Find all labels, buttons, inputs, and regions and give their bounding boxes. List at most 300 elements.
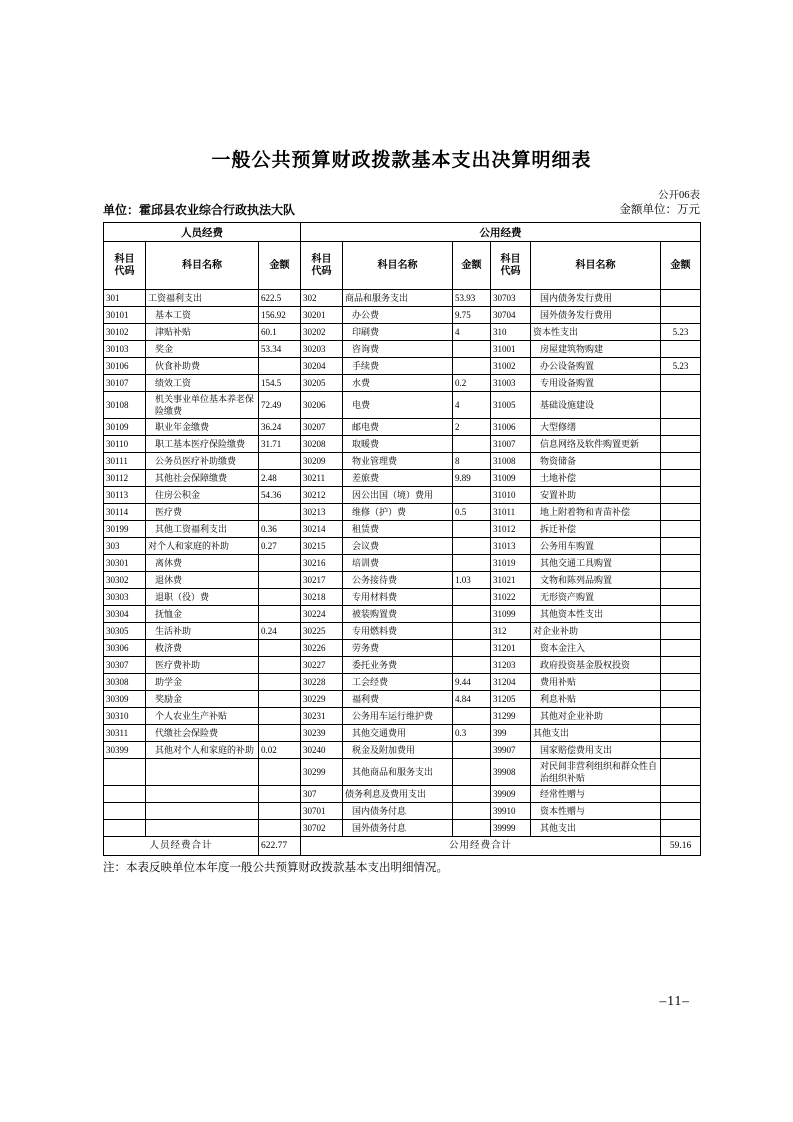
amount-cell: 4 [453,392,491,419]
subject-code-cell: 31019 [491,555,531,572]
column-header-code: 科目代码 [104,242,146,290]
subject-code-cell: 30208 [301,436,343,453]
amount-cell [453,606,491,623]
subject-code-cell: 30303 [104,589,146,606]
subject-name-cell: 邮电费 [343,419,453,436]
subject-code-cell: 30211 [301,470,343,487]
subject-name-cell: 资本金注入 [531,640,661,657]
subject-code-cell: 30216 [301,555,343,572]
amount-unit-label: 金额单位：万元 [619,204,700,216]
table-row [104,657,701,674]
public-total-label: 公用经费合计 [301,837,661,856]
subject-code-cell: 31006 [491,419,531,436]
subject-code-cell: 30201 [301,307,343,324]
table-row [104,589,701,606]
subject-code-cell: 31203 [491,657,531,674]
amount-cell [453,487,491,504]
subject-name-cell: 委托业务费 [343,657,453,674]
subject-name-cell: 国内债务发行费用 [531,290,661,307]
subject-name-cell: 培训费 [343,555,453,572]
personnel-total-label: 人员经费合计 [104,837,259,856]
amount-cell [259,803,301,820]
subject-name-cell: 其他对个人和家庭的补助 [146,742,259,759]
subject-code-cell: 30112 [104,470,146,487]
subject-name-cell: 安置补助 [531,487,661,504]
subject-name-cell: 商品和服务支出 [343,290,453,307]
subject-name-cell: 其他交通费用 [343,725,453,742]
amount-cell [661,606,701,623]
subject-code-cell: 30213 [301,504,343,521]
subject-code-cell: 30229 [301,691,343,708]
subject-name-cell: 助学金 [146,674,259,691]
subject-code-cell: 30228 [301,674,343,691]
amount-cell: 5.23 [661,324,701,341]
subject-name-cell: 地上附着物和青苗补偿 [531,504,661,521]
table-row [104,803,701,820]
subject-name-cell [146,786,259,803]
subject-name-cell: 退休费 [146,572,259,589]
amount-cell [661,290,701,307]
subject-name-cell: 资本性支出 [531,324,661,341]
amount-cell [453,358,491,375]
subject-name-cell: 其他工资福利支出 [146,521,259,538]
subject-code-cell: 31021 [491,572,531,589]
subject-code-cell: 302 [301,290,343,307]
subject-code-cell: 30207 [301,419,343,436]
amount-cell: 2.48 [259,470,301,487]
subject-code-cell: 31012 [491,521,531,538]
subject-code-cell: 30217 [301,572,343,589]
amount-cell: 36.24 [259,419,301,436]
subject-name-cell: 差旅费 [343,470,453,487]
subject-name-cell: 劳务费 [343,640,453,657]
amount-cell: 9.44 [453,674,491,691]
amount-cell: 54.36 [259,487,301,504]
amount-cell [661,538,701,555]
personnel-total-amount: 622.77 [259,837,301,856]
amount-cell [259,725,301,742]
amount-cell: 53.93 [453,290,491,307]
table-row [104,375,701,392]
subject-name-cell: 救济费 [146,640,259,657]
amount-cell [661,674,701,691]
subject-name-cell: 公务员医疗补助缴费 [146,453,259,470]
amount-cell: 9.75 [453,307,491,324]
amount-cell: 156.92 [259,307,301,324]
subject-code-cell: 30203 [301,341,343,358]
amount-cell: 0.36 [259,521,301,538]
subject-name-cell: 职工基本医疗保险缴费 [146,436,259,453]
amount-cell: 4.84 [453,691,491,708]
subject-name-cell: 对个人和家庭的补助 [146,538,259,555]
subject-code-cell: 30704 [491,307,531,324]
amount-cell [453,341,491,358]
amount-cell: 31.71 [259,436,301,453]
subject-name-cell: 奖金 [146,341,259,358]
subject-name-cell: 医疗费 [146,504,259,521]
amount-cell: 72.49 [259,392,301,419]
subject-code-cell [104,820,146,837]
subject-code-cell: 30231 [301,708,343,725]
subject-name-cell: 费用补贴 [531,674,661,691]
subject-name-cell: 公务用车购置 [531,538,661,555]
table-row [104,290,701,307]
subject-code-cell: 31005 [491,392,531,419]
amount-cell [661,487,701,504]
subject-code-cell: 303 [104,538,146,555]
subject-code-cell: 30199 [104,521,146,538]
column-header-name: 科目名称 [343,242,453,290]
subject-code-cell: 30209 [301,453,343,470]
subject-name-cell: 津贴补贴 [146,324,259,341]
subject-code-cell: 30310 [104,708,146,725]
subject-name-cell: 住房公积金 [146,487,259,504]
table-row [104,358,701,375]
amount-cell: 0.27 [259,538,301,555]
subject-code-cell: 30103 [104,341,146,358]
amount-cell [259,640,301,657]
totals-row [104,837,701,856]
table-row [104,419,701,436]
subject-code-cell: 30301 [104,555,146,572]
amount-cell [453,742,491,759]
subject-name-cell: 个人农业生产补贴 [146,708,259,725]
subject-code-cell: 30309 [104,691,146,708]
amount-cell: 622.5 [259,290,301,307]
subject-code-cell [104,803,146,820]
amount-cell [661,803,701,820]
subject-code-cell: 31022 [491,589,531,606]
subject-code-cell: 30306 [104,640,146,657]
amount-cell: 0.2 [453,375,491,392]
subject-code-cell: 30107 [104,375,146,392]
subject-code-cell: 31204 [491,674,531,691]
subject-name-cell: 工资福利支出 [146,290,259,307]
subject-name-cell: 医疗费补助 [146,657,259,674]
subject-code-cell: 30218 [301,589,343,606]
amount-cell [661,419,701,436]
subject-name-cell: 专用燃料费 [343,623,453,640]
amount-cell [661,691,701,708]
subject-name-cell: 其他对企业补助 [531,708,661,725]
amount-cell [661,453,701,470]
table-row [104,725,701,742]
amount-cell: 0.5 [453,504,491,521]
subject-code-cell: 31011 [491,504,531,521]
subject-code-cell: 30227 [301,657,343,674]
table-row [104,759,701,786]
amount-cell [259,453,301,470]
subject-name-cell: 国外债务付息 [343,820,453,837]
subject-code-cell: 30399 [104,742,146,759]
table-row [104,623,701,640]
subject-name-cell: 生活补助 [146,623,259,640]
subject-code-cell: 30225 [301,623,343,640]
amount-cell [661,623,701,640]
table-row [104,453,701,470]
subject-code-cell: 310 [491,324,531,341]
subject-code-cell: 30299 [301,759,343,786]
subject-name-cell: 办公费 [343,307,453,324]
subject-code-cell: 31007 [491,436,531,453]
subject-code-cell: 31299 [491,708,531,725]
amount-cell [453,786,491,803]
subject-code-cell: 399 [491,725,531,742]
amount-cell [259,606,301,623]
table-row [104,324,701,341]
subject-name-cell: 信息网络及软件购置更新 [531,436,661,453]
subject-code-cell: 30305 [104,623,146,640]
subject-name-cell: 土地补偿 [531,470,661,487]
amount-cell [661,572,701,589]
subject-code-cell: 30204 [301,358,343,375]
column-header-code: 科目代码 [301,242,343,290]
subject-code-cell: 30109 [104,419,146,436]
subject-name-cell: 国外债务发行费用 [531,307,661,324]
subject-name-cell: 电费 [343,392,453,419]
subject-name-cell: 资本性赠与 [531,803,661,820]
group-header-row [104,223,701,242]
table-row [104,606,701,623]
amount-cell: 0.3 [453,725,491,742]
subject-name-cell: 国内债务付息 [343,803,453,820]
amount-cell [661,657,701,674]
subject-code-cell: 31201 [491,640,531,657]
subject-name-cell: 印刷费 [343,324,453,341]
subject-name-cell: 利息补贴 [531,691,661,708]
amount-cell [661,742,701,759]
amount-cell [661,521,701,538]
subject-name-cell: 专用设备购置 [531,375,661,392]
subject-name-cell: 基础设施建设 [531,392,661,419]
subject-code-cell: 30206 [301,392,343,419]
amount-cell [259,657,301,674]
subject-name-cell: 物资储备 [531,453,661,470]
table-row [104,691,701,708]
amount-cell [259,358,301,375]
unit-label: 单位：霍邱县农业综合行政执法大队 [103,203,296,217]
amount-cell [453,657,491,674]
amount-cell [661,820,701,837]
table-row [104,307,701,324]
amount-cell [259,786,301,803]
amount-cell [453,589,491,606]
subject-name-cell: 被装购置费 [343,606,453,623]
group-header-personnel: 人员经费 [104,223,301,242]
subject-name-cell: 职业年金缴费 [146,419,259,436]
subject-name-cell: 文物和陈列品购置 [531,572,661,589]
subject-name-cell: 代缴社会保险费 [146,725,259,742]
subject-code-cell: 30304 [104,606,146,623]
subject-name-cell: 租赁费 [343,521,453,538]
subject-code-cell: 30311 [104,725,146,742]
subject-code-cell: 30224 [301,606,343,623]
subject-code-cell: 30701 [301,803,343,820]
subject-code-cell: 31013 [491,538,531,555]
subject-code-cell: 31001 [491,341,531,358]
column-header-name: 科目名称 [146,242,259,290]
amount-cell [661,759,701,786]
subject-code-cell: 30110 [104,436,146,453]
subject-name-cell: 房屋建筑物购建 [531,341,661,358]
page-title: 一般公共预算财政拨款基本支出决算明细表 [211,150,592,171]
subject-name-cell: 其他资本性支出 [531,606,661,623]
amount-cell [259,572,301,589]
subject-name-cell: 其他支出 [531,725,661,742]
group-header-public: 公用经费 [301,223,701,242]
subject-code-cell: 31009 [491,470,531,487]
subject-code-cell: 30703 [491,290,531,307]
amount-cell [661,375,701,392]
amount-cell [259,674,301,691]
subject-code-cell: 39909 [491,786,531,803]
amount-cell [661,708,701,725]
subject-name-cell: 其他交通工具购置 [531,555,661,572]
budget-detail-table [103,222,701,856]
amount-cell: 53.34 [259,341,301,358]
subject-name-cell: 国家赔偿费用支出 [531,742,661,759]
subject-code-cell: 31205 [491,691,531,708]
subject-name-cell: 退职（役）费 [146,589,259,606]
amount-cell [259,504,301,521]
subject-name-cell: 债务利息及费用支出 [343,786,453,803]
amount-cell [453,623,491,640]
table-row [104,392,701,419]
subject-code-cell: 31099 [491,606,531,623]
subject-code-cell: 30106 [104,358,146,375]
column-header-amount: 金额 [661,242,701,290]
amount-cell [661,786,701,803]
subject-name-cell: 政府投资基金股权投资 [531,657,661,674]
subject-code-cell: 301 [104,290,146,307]
subject-code-cell: 30308 [104,674,146,691]
amount-cell [453,538,491,555]
form-code-label: 公开06表 [658,190,700,201]
subject-code-cell: 39910 [491,803,531,820]
subject-code-cell: 307 [301,786,343,803]
table-row [104,674,701,691]
amount-cell [259,555,301,572]
amount-cell: 1.03 [453,572,491,589]
amount-cell [259,708,301,725]
table-row [104,436,701,453]
amount-cell: 0.02 [259,742,301,759]
subject-code-cell: 31010 [491,487,531,504]
amount-cell [661,504,701,521]
amount-cell [661,640,701,657]
amount-cell: 4 [453,324,491,341]
amount-cell [661,555,701,572]
subject-code-cell: 30101 [104,307,146,324]
table-row [104,708,701,725]
subject-name-cell: 无形资产购置 [531,589,661,606]
table-row [104,487,701,504]
amount-cell [453,640,491,657]
subject-name-cell: 对企业补助 [531,623,661,640]
amount-cell [259,589,301,606]
amount-cell [453,820,491,837]
subject-code-cell: 31002 [491,358,531,375]
amount-cell: 5.23 [661,358,701,375]
subject-name-cell: 取暖费 [343,436,453,453]
table-row [104,521,701,538]
column-header-code: 科目代码 [491,242,531,290]
subject-code-cell: 30307 [104,657,146,674]
table-row [104,555,701,572]
subject-name-cell: 物业管理费 [343,453,453,470]
subject-name-cell: 工会经费 [343,674,453,691]
amount-cell [661,589,701,606]
subject-code-cell: 30202 [301,324,343,341]
amount-cell [661,470,701,487]
subject-code-cell: 30108 [104,392,146,419]
amount-cell [453,708,491,725]
amount-cell [259,759,301,786]
subject-name-cell: 大型修缮 [531,419,661,436]
subject-name-cell: 会议费 [343,538,453,555]
subject-code-cell: 30239 [301,725,343,742]
amount-cell [453,436,491,453]
subject-name-cell: 伙食补助费 [146,358,259,375]
amount-cell: 2 [453,419,491,436]
subject-name-cell: 其他商品和服务支出 [343,759,453,786]
subject-code-cell: 31003 [491,375,531,392]
subject-code-cell: 39907 [491,742,531,759]
subject-name-cell: 福利费 [343,691,453,708]
subject-code-cell: 312 [491,623,531,640]
column-header-amount: 金额 [259,242,301,290]
amount-cell: 154.5 [259,375,301,392]
amount-cell [259,691,301,708]
subject-code-cell: 30205 [301,375,343,392]
subject-name-cell: 机关事业单位基本养老保险缴费 [146,392,259,419]
subject-code-cell: 30212 [301,487,343,504]
table-row [104,786,701,803]
amount-cell [453,803,491,820]
amount-cell [661,436,701,453]
amount-cell [661,392,701,419]
subject-name-cell: 拆迁补偿 [531,521,661,538]
subject-code-cell: 30215 [301,538,343,555]
subject-code-cell: 30114 [104,504,146,521]
subject-name-cell [146,820,259,837]
amount-cell [661,341,701,358]
amount-cell [453,759,491,786]
subject-name-cell: 专用材料费 [343,589,453,606]
table-row [104,504,701,521]
page-number: –11– [659,993,690,1008]
subject-name-cell [146,759,259,786]
table-note: 注：本表反映单位本年度一般公共预算财政拨款基本支出明细情况。 [103,862,448,874]
public-total-amount: 59.16 [661,837,701,856]
amount-cell [259,820,301,837]
subject-code-cell: 31008 [491,453,531,470]
column-header-amount: 金额 [453,242,491,290]
subject-name-cell: 绩效工资 [146,375,259,392]
subject-code-cell [104,759,146,786]
subject-name-cell: 维修（护）费 [343,504,453,521]
subject-name-cell: 公务接待费 [343,572,453,589]
subject-code-cell [104,786,146,803]
subject-code-cell: 30226 [301,640,343,657]
amount-cell: 9.89 [453,470,491,487]
subject-name-cell: 奖励金 [146,691,259,708]
amount-cell [661,725,701,742]
table-row [104,341,701,358]
column-header-row [104,242,701,290]
subject-name-cell: 办公设备购置 [531,358,661,375]
subject-name-cell: 基本工资 [146,307,259,324]
